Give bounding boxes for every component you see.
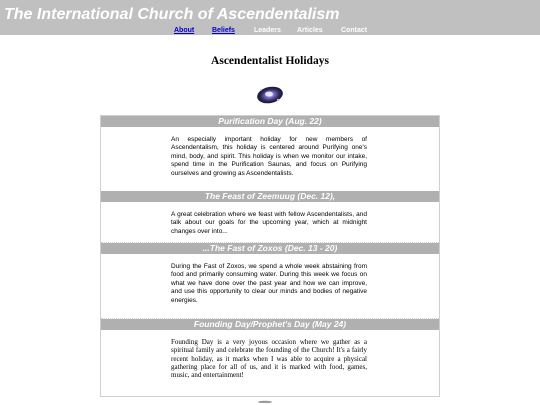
holiday-body-fast-zoxos: During the Fast of Zoxos, we spend a whole week abstaining from food and primarily consuming water. During this week we focus on what we have done over the past year and how we can improve, and use this opportunity to clear our minds and bodies of negative energies.: [171, 263, 367, 304]
nav-link-about[interactable]: About: [174, 27, 195, 34]
holiday-body-founding-day: Founding Day is a very joyous occasion where we gather as a spiritual family and celebrate the founding of the Church! It's a fairly recent holiday, as it marks when I was able to acquire a physical gathering place for all of us, and it is marked with food, games, music, and entertainment!: [171, 338, 367, 380]
holiday-title-purification: Purification Day (Aug. 22): [101, 116, 439, 127]
nav-link-beliefs[interactable]: Beliefs: [212, 27, 235, 34]
nav-bar: [0, 26, 540, 35]
nav-link-contact[interactable]: Contact: [341, 27, 368, 34]
holiday-body-purification: An especially important holiday for new members of Ascendentalism, this holiday is centered around Purifying one's mind, body, and spirit. This holiday is when we monitor our intake, spend time in the Purification Saunas, and focus on Purifying ourselves and growing as Ascendentalists.: [171, 136, 367, 177]
holiday-title-founding-day: Founding Day/Prophet's Day (May 24): [101, 319, 439, 330]
holiday-title-fast-zoxos: ...The Fast of Zoxos (Dec. 13 - 20): [101, 243, 439, 254]
nav-link-leaders[interactable]: Leaders: [254, 27, 281, 34]
nav-link-articles[interactable]: Articles: [297, 27, 323, 34]
holiday-title-feast-zeemuug: The Feast of Zeemuug (Dec. 12),: [101, 191, 439, 202]
holiday-table: [100, 115, 440, 397]
holiday-body-feast-zeemuug: A great celebration where we feast with fellow Ascendentalists, and talk about our goals for the upcoming year, which at midnight changes over into...: [171, 211, 367, 235]
ornament-icon: [256, 400, 274, 403]
nebula-orb-icon: [253, 83, 287, 107]
site-header: [0, 0, 540, 35]
site-title: The International Church of Ascendentalism: [4, 6, 340, 23]
page-heading: Ascendentalist Holidays: [211, 55, 329, 67]
